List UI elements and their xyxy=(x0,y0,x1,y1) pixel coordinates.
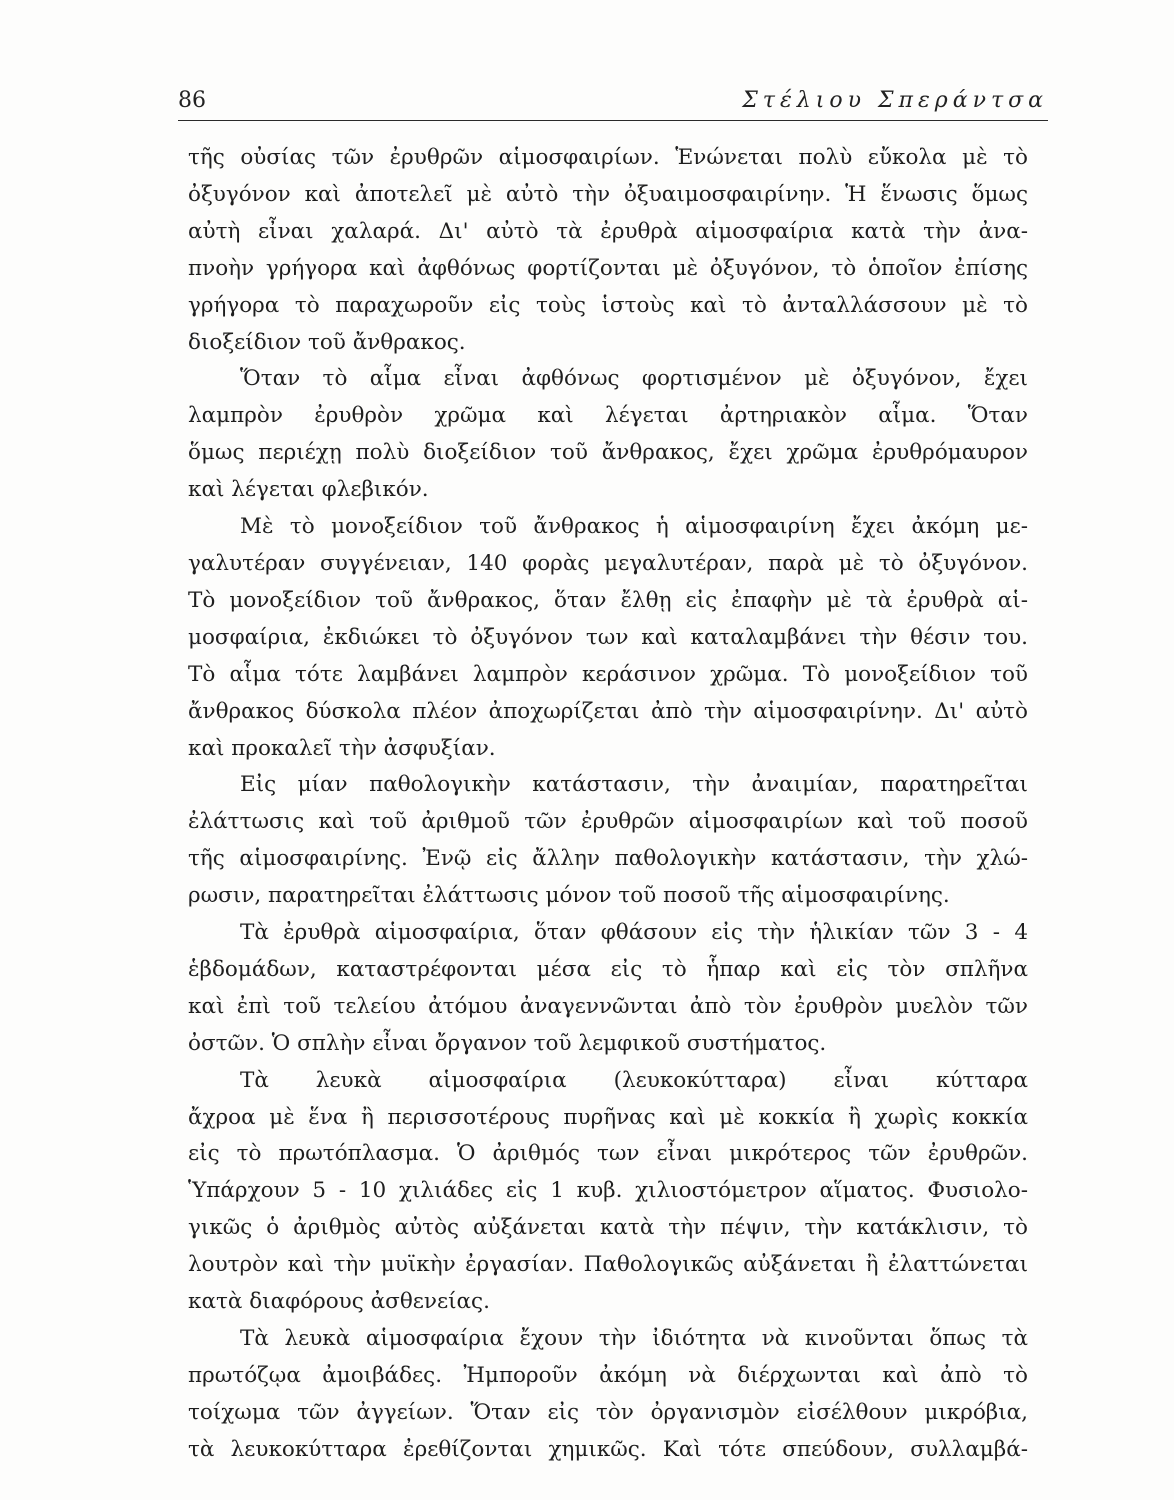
text-line: ὅμως περιέχῃ πολὺ διοξείδιον τοῦ ἄνθρακος, ἔχει χρῶμα ἐρυθρόμαυρον xyxy=(188,440,1028,466)
text-line: λουτρὸν καὶ τὴν μυϊκὴν ἐργασίαν. Παθολογικῶς αὐξάνεται ἢ ἐλαττώνεται xyxy=(188,1252,1028,1278)
text-line: ὀστῶν. Ὁ σπλὴν εἶναι ὄργανον τοῦ λεμφικοῦ συστήματος. xyxy=(188,1030,827,1056)
body-text xyxy=(188,140,1028,1469)
text-line: τῆς αἱμοσφαιρίνης. Ἐνῷ εἰς ἄλλην παθολογικὴν κατάστασιν, τὴν χλώ- xyxy=(188,846,1028,872)
text-line: ἄχροα μὲ ἕνα ἢ περισσοτέρους πυρῆνας καὶ μὲ κοκκία ἢ χωρὶς κοκκία xyxy=(188,1104,1028,1130)
text-line: Ὅταν τὸ αἷμα εἶναι ἀφθόνως φορτισμένον μὲ ὀξυγόνον, ἔχει xyxy=(240,366,1028,392)
text-line: γρήγορα τὸ παραχωροῦν εἰς τοὺς ἱστοὺς καὶ τὸ ἀνταλλάσσουν μὲ τὸ xyxy=(188,292,1028,318)
text-line: Τὰ λευκὰ αἱμοσφαίρια (λευκοκύτταρα) εἶναι κύτταρα xyxy=(240,1067,1028,1093)
text-line: Μὲ τὸ μονοξείδιον τοῦ ἄνθρακος ἡ αἱμοσφαιρίνη ἔχει ἀκόμη με- xyxy=(240,514,1028,540)
text-line: καὶ ἐπὶ τοῦ τελείου ἀτόμου ἀναγεννῶνται ἀπὸ τὸν ἐρυθρὸν μυελὸν τῶν xyxy=(188,993,1028,1019)
text-line: καὶ προκαλεῖ τὴν ἀσφυξίαν. xyxy=(188,735,496,761)
text-line: αὐτὴ εἶναι χαλαρά. Δι' αὐτὸ τὰ ἐρυθρὰ αἱμοσφαίρια κατὰ τὴν ἀνα- xyxy=(188,218,1028,244)
text-line: λαμπρὸν ἐρυθρὸν χρῶμα καὶ λέγεται ἀρτηριακὸν αἷμα. Ὅταν xyxy=(188,403,1028,429)
text-line: γικῶς ὁ ἀριθμὸς αὐτὸς αὐξάνεται κατὰ τὴν πέψιν, τὴν κατάκλισιν, τὸ xyxy=(188,1215,1028,1241)
text-line: Τὸ αἷμα τότε λαμβάνει λαμπρὸν κεράσινον χρῶμα. Τὸ μονοξείδιον τοῦ xyxy=(188,661,1028,687)
text-line: Ὑπάρχουν 5 - 10 χιλιάδες εἰς 1 κυβ. χιλιοστόμετρον αἵματος. Φυσιολο- xyxy=(188,1178,1028,1204)
text-line: γαλυτέραν συγγένειαν, 140 φορὰς μεγαλυτέραν, παρὰ μὲ τὸ ὀξυγόνον. xyxy=(188,550,1028,576)
page-number: 86 xyxy=(178,88,206,113)
text-line: εἰς τὸ πρωτόπλασμα. Ὁ ἀριθμός των εἶναι μικρότερος τῶν ἐρυθρῶν. xyxy=(188,1141,1028,1167)
text-line: μοσφαίρια, ἐκδιώκει τὸ ὀξυγόνον των καὶ καταλαμβάνει τὴν θέσιν του. xyxy=(188,624,1028,650)
text-line: ὀξυγόνον καὶ ἀποτελεῖ μὲ αὐτὸ τὴν ὀξυαιμοσφαιρίνην. Ἡ ἕνωσις ὅμως xyxy=(188,181,1028,207)
text-line: Τὸ μονοξείδιον τοῦ ἄνθρακος, ὅταν ἔλθῃ εἰς ἐπαφὴν μὲ τὰ ἐρυθρὰ αἱ- xyxy=(188,587,1028,613)
text-line: ἐλάττωσις καὶ τοῦ ἀριθμοῦ τῶν ἐρυθρῶν αἱμοσφαιρίων καὶ τοῦ ποσοῦ xyxy=(188,809,1028,835)
text-line: Τὰ λευκὰ αἱμοσφαίρια ἔχουν τὴν ἰδιότητα νὰ κινοῦνται ὅπως τὰ xyxy=(240,1326,1028,1351)
text-line: πρωτόζῳα ἀμοιβάδες. Ἠμποροῦν ἀκόμη νὰ διέρχωνται καὶ ἀπὸ τὸ xyxy=(188,1362,1028,1388)
text-line: διοξείδιον τοῦ ἄνθρακος. xyxy=(188,329,466,355)
text-line: ἑβδομάδων, καταστρέφονται μέσα εἰς τὸ ἧπαρ καὶ εἰς τὸν σπλῆνα xyxy=(188,956,1028,982)
running-header xyxy=(178,86,1048,121)
text-line: Εἰς μίαν παθολογικὴν κατάστασιν, τὴν ἀναιμίαν, παρατηρεῖται xyxy=(240,772,1028,798)
text-line: ἄνθρακος δύσκολα πλέον ἀποχωρίζεται ἀπὸ τὴν αἱμοσφαιρίνην. Δι' αὐτὸ xyxy=(188,698,1028,724)
text-line: τὰ λευκοκύτταρα ἐρεθίζονται χημικῶς. Καὶ τότε σπεύδουν, συλλαμβά- xyxy=(188,1436,1028,1462)
text-line: Τὰ ἐρυθρὰ αἱμοσφαίρια, ὅταν φθάσουν εἰς τὴν ἡλικίαν τῶν 3 - 4 xyxy=(240,920,1028,946)
text-line: κατὰ διαφόρους ἀσθενείας. xyxy=(188,1289,490,1315)
text-line: ρωσιν, παρατηρεῖται ἐλάττωσις μόνον τοῦ ποσοῦ τῆς αἱμοσφαιρίνης. xyxy=(188,883,950,909)
running-title: Στέλιου Σπεράντσα xyxy=(742,88,1048,113)
text-line: τῆς οὐσίας τῶν ἐρυθρῶν αἱμοσφαιρίων. Ἑνώνεται πολὺ εὔκολα μὲ τὸ xyxy=(188,145,1028,170)
text-line: τοίχωμα τῶν ἀγγείων. Ὅταν εἰς τὸν ὀργανισμὸν εἰσέλθουν μικρόβια, xyxy=(188,1399,1028,1425)
text-line: καὶ λέγεται φλεβικόν. xyxy=(188,477,429,503)
text-line: πνοὴν γρήγορα καὶ ἀφθόνως φορτίζονται μὲ ὀξυγόνον, τὸ ὁποῖον ἐπίσης xyxy=(188,255,1028,281)
